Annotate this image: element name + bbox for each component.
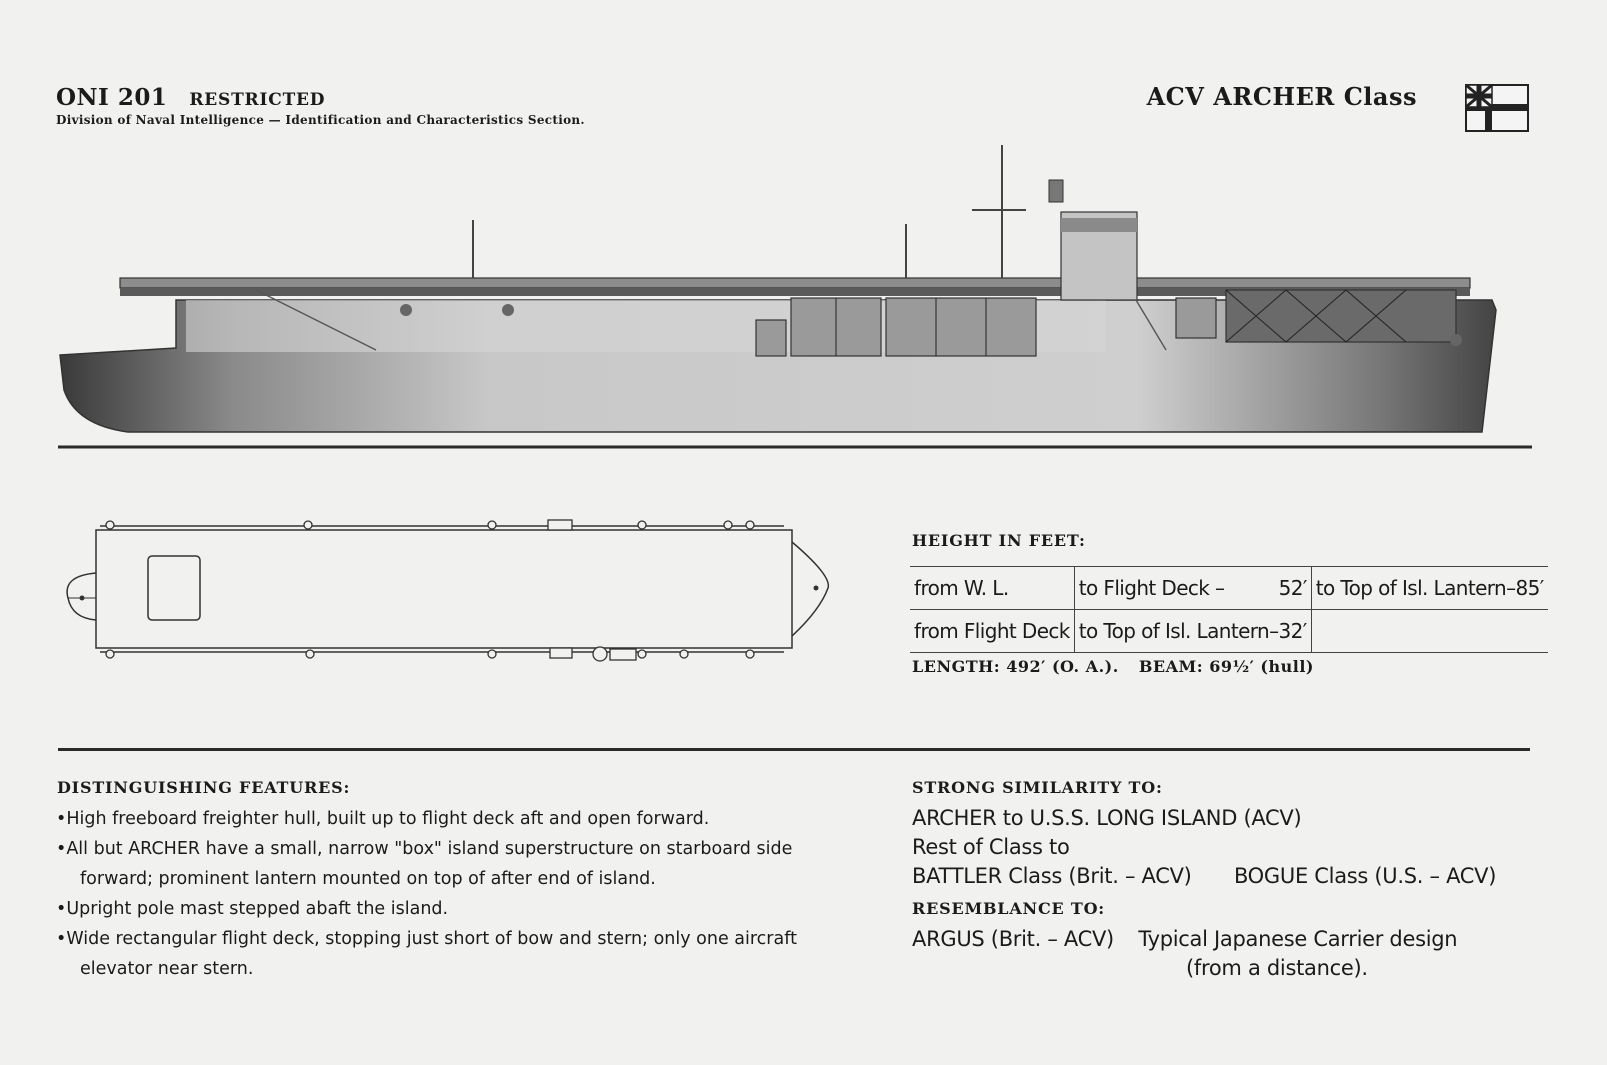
height-cell: 52′ [1273, 567, 1312, 610]
table-row [910, 567, 1548, 610]
list-item-continuation: forward; prominent lantern mounted on top of after end of island. [80, 869, 656, 889]
resemblance-note: (from a distance). [1186, 956, 1368, 980]
similarity-line [912, 862, 1552, 891]
distinguishing-heading: DISTINGUISHING FEATURES: [57, 778, 351, 797]
height-heading: HEIGHT IN FEET: [912, 531, 1086, 550]
similarity-heading: STRONG SIMILARITY TO: [912, 778, 1163, 797]
height-cell: to Flight Deck – [1074, 567, 1273, 610]
height-cell: to Top of Isl. Lantern–85′ [1311, 567, 1547, 610]
beam-value: 69½′ (hull) [1209, 657, 1314, 676]
document-subtitle: Division of Naval Intelligence — Identification and Characteristics Section. [56, 113, 585, 127]
similarity-item: BATTLER Class (Brit. – ACV) [912, 864, 1192, 888]
ship-profile-drawing [56, 140, 1536, 460]
doc-id: ONI 201 [56, 84, 168, 111]
resemblance-block [912, 925, 1552, 983]
features-list [56, 804, 896, 984]
height-cell: from Flight Deck [910, 610, 1074, 653]
length-value: 492′ (O. A.). [1006, 657, 1119, 676]
height-cell: to Top of Isl. Lantern–32′ [1074, 610, 1311, 653]
resemblance-line [912, 925, 1552, 954]
list-item: •All but ARCHER have a small, narrow "box" island superstructure on starboard side [56, 839, 793, 859]
class-title: ACV ARCHER Class [1146, 82, 1417, 111]
similarity-line: Rest of Class to [912, 835, 1070, 859]
resemblance-item: ARGUS (Brit. – ACV) [912, 927, 1114, 951]
similarity-line: ARCHER to U.S.S. LONG ISLAND (ACV) [912, 806, 1302, 830]
height-cell [1311, 610, 1547, 653]
resemblance-item: Typical Japanese Carrier design [1138, 927, 1458, 951]
length-label: LENGTH: [912, 657, 1001, 676]
white-ensign-flag-icon [1465, 84, 1529, 132]
table-row [910, 610, 1548, 653]
height-table [910, 566, 1548, 653]
resemblance-heading: RESEMBLANCE TO: [912, 899, 1106, 918]
list-item-continuation: elevator near stern. [80, 959, 254, 979]
height-cell: from W. L. [910, 567, 1074, 610]
restricted-label: RESTRICTED [189, 90, 326, 110]
list-item: •Wide rectangular flight deck, stopping just short of bow and stern; only one aircraft [56, 929, 797, 949]
beam-label: BEAM: [1138, 657, 1204, 676]
list-item: •High freeboard freighter hull, built up to flight deck aft and open forward. [56, 809, 710, 829]
similarity-item: BOGUE Class (U.S. – ACV) [1233, 864, 1497, 888]
dimensions-line [912, 657, 1314, 676]
section-divider [58, 748, 1530, 751]
deck-plan-drawing [60, 518, 860, 688]
document-title [56, 84, 325, 111]
similarity-block [912, 804, 1552, 891]
list-item: •Upright pole mast stepped abaft the island. [56, 899, 449, 919]
